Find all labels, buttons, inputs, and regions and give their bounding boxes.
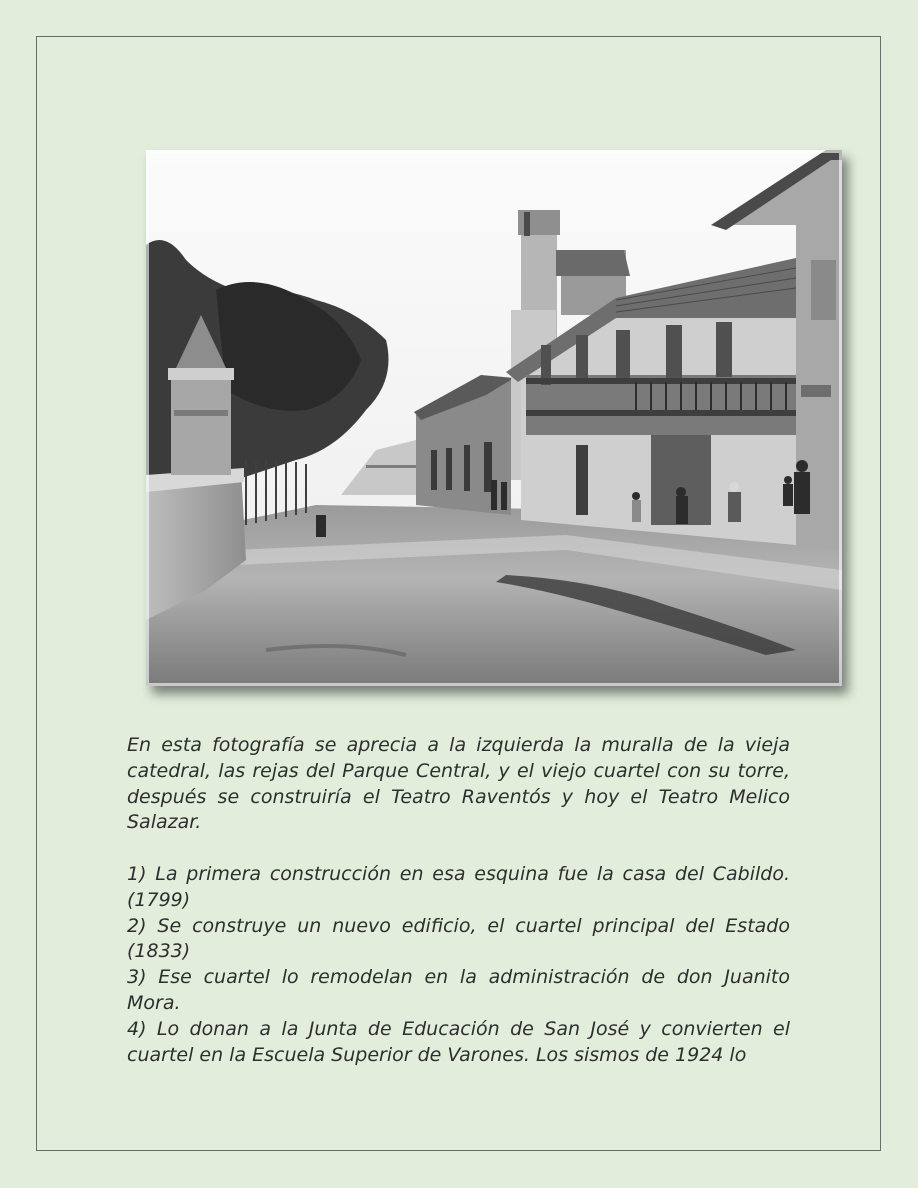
caption-list-item: 4) Lo donan a la Junta de Educación de San José y convierten el cuartel en la Escuela Superior de Varones. Los sismos de 1924 lo bbox=[127, 1017, 790, 1066]
caption-list-item: 3) Ese cuartel lo remodelan en la administración de don Juanito Mora. bbox=[127, 966, 790, 1014]
historic-street-photo bbox=[146, 150, 842, 686]
caption-list-item: 1) La primera construcción en esa esquina fue la casa del Cabildo. (1799) bbox=[127, 862, 790, 911]
caption-list-item: 2) Se construye un nuevo edificio, el cuartel principal del Estado (1833) bbox=[127, 914, 790, 963]
caption-intro: En esta fotografía se aprecia a la izquierda la muralla de la vieja catedral, las rejas del Parque Central, y el viejo cuartel con su torre, después se construiría el Teatro Raventós y hoy el Teatro Melico Salazar. bbox=[127, 734, 790, 834]
photo-caption bbox=[127, 733, 790, 1068]
